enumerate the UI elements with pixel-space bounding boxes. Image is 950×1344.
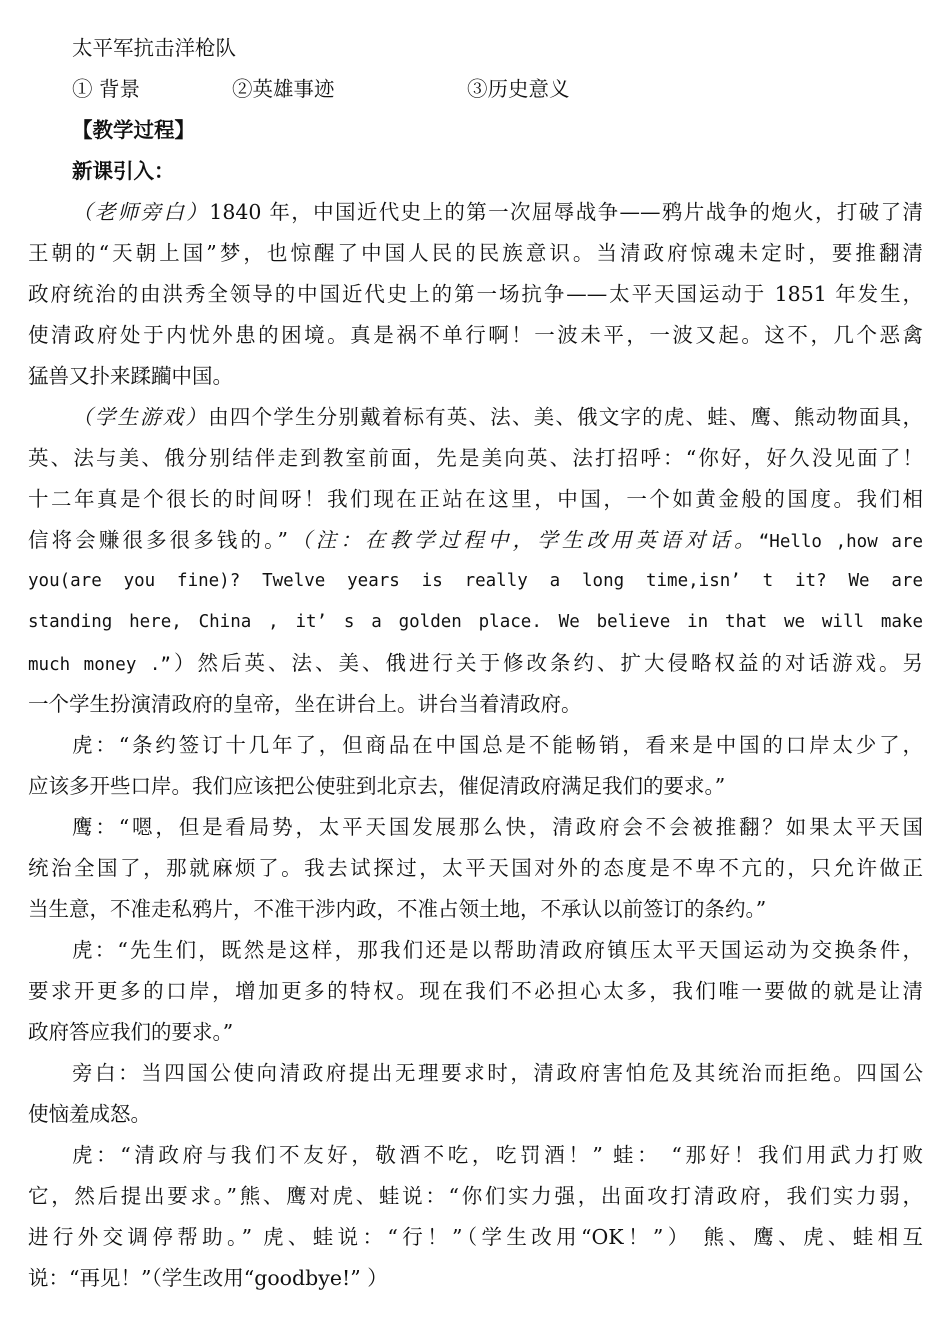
paragraph-narration-line: （老师旁白）1840 年，中国近代史上的第一次屈辱战争——鸦片战争的炮火，打破了清: [72, 200, 923, 224]
outline-item-heroes: ②英雄事迹: [232, 77, 335, 101]
outline-line: [28, 69, 923, 110]
english-dialogue-line: you(are you fine)? Twelve years is really a long time,isn’ t it? We are: [28, 571, 923, 591]
dialogue-eagle-line: 当生意，不准走私鸦片，不准干涉内政，不准占领土地，不承认以前签订的条约。”: [28, 897, 767, 921]
paragraph-game-line: （学生游戏）由四个学生分别戴着标有英、法、美、俄文字的虎、蛙、鹰、熊动物面具，: [72, 405, 923, 429]
outline-item-significance: ③历史意义: [467, 77, 570, 101]
outline-item-background: ① 背景: [72, 77, 141, 101]
dialogue-line: 说：“再见！”（学生改用“goodbye!” ）: [28, 1266, 388, 1290]
narration-line: 使恼羞成怒。: [28, 1102, 151, 1126]
paragraph-game-line: 信将会赚很多很多钱的。”（注：在教学过程中，学生改用英语对话。“Hello ,how are: [28, 528, 923, 552]
paragraph-game-line: 英、法与美、俄分别结伴走到教室前面，先是美向英、法打招呼：“你好，好久没见面了！: [28, 446, 923, 470]
dialogue-tiger-line: 虎：“条约签订十几年了，但商品在中国总是不能畅销，看来是中国的口岸太少了，: [72, 733, 923, 757]
dialogue-line: 虎：“清政府与我们不友好，敬酒不吃，吃罚酒！” 蛙： “那好！我们用武力打败: [72, 1143, 923, 1167]
narration-lead: （老师旁白）: [72, 200, 210, 224]
paragraph-game-line: 十二年真是个很长的时间呀！我们现在正站在这里，中国，一个如黄金般的国度。我们相: [28, 487, 923, 511]
paragraph-narration-line: 王朝的“天朝上国”梦，也惊醒了中国人民的民族意识。当清政府惊魂未定时，要推翻清: [28, 241, 923, 265]
dialogue-line: 它，然后提出要求。”熊、鹰对虎、蛙说：“你们实力强，出面攻打清政府，我们实力弱，: [28, 1184, 923, 1208]
sub-heading: 新课引入：: [72, 159, 175, 183]
topic-line: 太平军抗击洋枪队: [72, 36, 236, 60]
teaching-note: （注：在教学过程中，学生改用英语对话。: [287, 528, 759, 552]
dialogue-line: 进行外交调停帮助。” 虎、蛙说：“行！”（学生改用“OK！”） 熊、鹰、虎、蛙相互: [28, 1225, 923, 1249]
dialogue-tiger-line: 政府答应我们的要求。”: [28, 1020, 234, 1044]
dialogue-eagle-line: 统治全国了，那就麻烦了。我去试探过，太平天国对外的态度是不卑不亢的，只允许做正: [28, 856, 923, 880]
section-heading: 【教学过程】: [72, 118, 195, 142]
dialogue-eagle-line: 鹰：“嗯，但是看局势，太平天国发展那么快，清政府会不会被推翻？如果太平天国: [72, 815, 923, 839]
english-dialogue-line: standing here, China , it’ s a golden place. We believe in that we will make: [28, 612, 923, 632]
dialogue-tiger-line: 应该多开些口岸。我们应该把公使驻到北京去，催促清政府满足我们的要求。”: [28, 774, 726, 798]
dialogue-tiger-line: 要求开更多的口岸，增加更多的特权。现在我们不必担心太多，我们唯一要做的就是让清: [28, 979, 923, 1003]
paragraph-narration-line: 政府统治的由洪秀全领导的中国近代史上的第一场抗争——太平天国运动于 1851 年发生，: [28, 282, 923, 306]
narration-line: 旁白：当四国公使向清政府提出无理要求时，清政府害怕危及其统治而拒绝。四国公: [72, 1061, 923, 1085]
document-page: [28, 28, 923, 1299]
dialogue-tiger-line: 虎：“先生们，既然是这样，那我们还是以帮助清政府镇压太平天国运动为交换条件，: [72, 938, 923, 962]
game-lead: （学生游戏）: [72, 405, 209, 429]
paragraph-narration-line: 猛兽又扑来蹂躏中国。: [28, 364, 233, 388]
paragraph-game-line: 一个学生扮演清政府的皇帝，坐在讲台上。讲台当着清政府。: [28, 692, 582, 716]
paragraph-game-line: much money .”）然后英、法、美、俄进行关于修改条约、扩大侵略权益的对话游戏。另: [28, 651, 923, 675]
paragraph-narration-line: 使清政府处于内忧外患的困境。真是祸不单行啊！一波未平，一波又起。这不，几个恶禽: [28, 323, 923, 347]
